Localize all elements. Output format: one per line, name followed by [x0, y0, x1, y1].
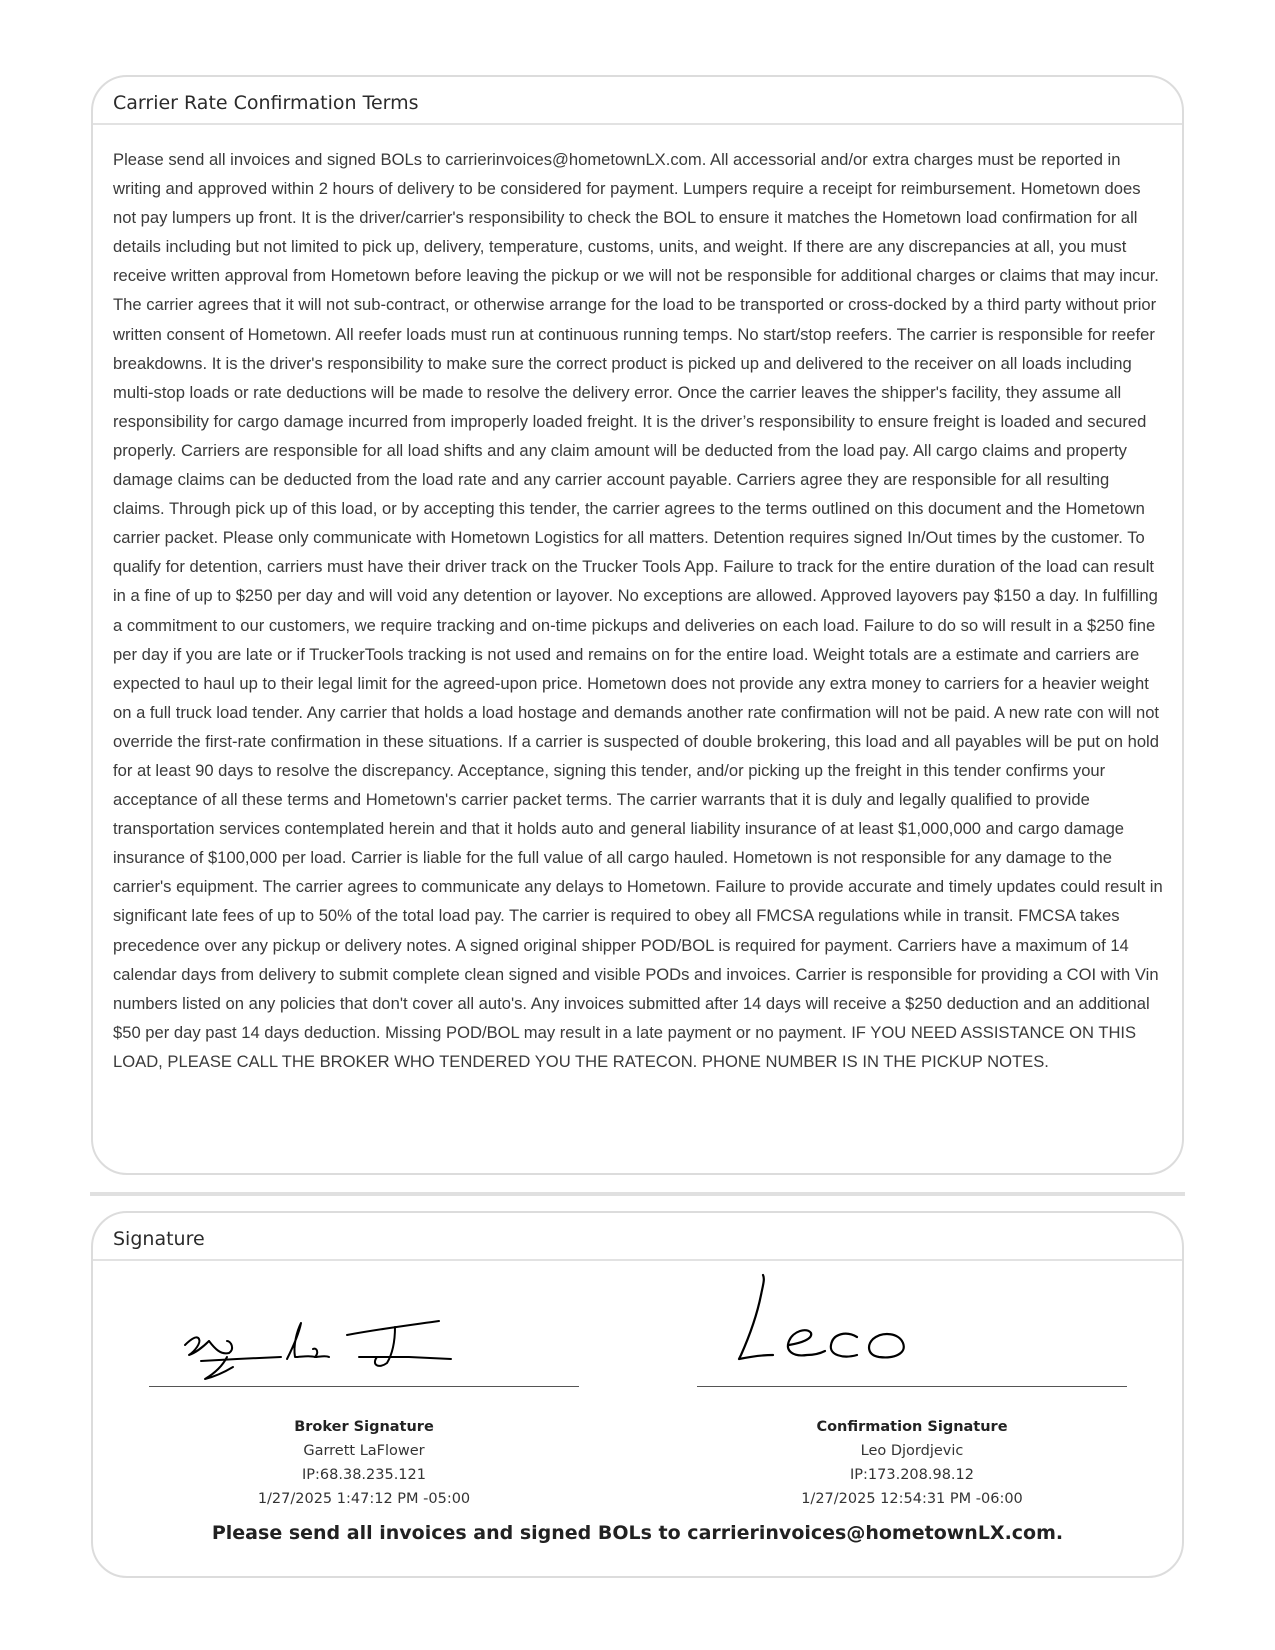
confirmation-timestamp: 1/27/2025 12:54:31 PM -06:00: [801, 1491, 1023, 1507]
confirmation-handwritten-signature: [697, 1261, 1127, 1386]
signature-card: [91, 1211, 1184, 1578]
terms-card: [91, 75, 1184, 1175]
signature-title: Signature: [93, 1213, 1182, 1261]
terms-title: Carrier Rate Confirmation Terms: [93, 77, 1182, 125]
broker-timestamp: 1/27/2025 1:47:12 PM -05:00: [257, 1491, 471, 1507]
terms-body-text: Please send all invoices and signed BOLs to carrierinvoices@hometownLX.com. All accessorial and/or extra charges must be reported in writing and approved within 2 hours of delivery to be considered for payment. Lumpers require a receipt for reimbursement. Hometown does not pay lumpers up front. It is the driver/carrier's responsibility to check the BOL to ensure it matches the Hometown load confirmation for all details including but not limited to pick up, delivery, temperature, customs, units, and weight. If there are any discrepancies at all, you must receive written approval from Hometown before leaving the pickup or we will not be responsible for additional charges or claims that may incur. The carrier agrees that it will not sub-contract, or otherwise arrange for the load to be transported or cross-docked by a third party without prior written consent of Hometown. All reefer loads must run at continuous running temps. No start/stop reefers. The carrier is responsible for reefer breakdowns. It is the driver's responsibility to make sure the correct product is picked up and delivered to the receiver on all loads including multi-stop loads or rate deductions will be made to resolve the delivery error. Once the carrier leaves the shipper's facility, they assume all responsibility for cargo damage incurred from improperly loaded freight. It is the driver’s responsibility to ensure freight is loaded and secured properly. Carriers are responsible for all load shifts and any claim amount will be deducted from the load pay. All cargo claims and property damage claims can be deducted from the load rate and any carrier account payable. Carriers agree they are responsible for all resulting claims. Through pick up of this load, or by accepting this tender, the carrier agrees to the terms outlined on this document and the Hometown carrier packet. Please only communicate with Hometown Logistics for all matters. Detention requires signed In/Out times by the customer. To qualify for detention, carriers must have their driver track on the Trucker Tools App. Failure to track for the entire duration of the load can result in a fine of up to $250 per day and will void any detention or layover. No exceptions are allowed. Approved layovers pay $150 a day. In fulfilling a commitment to our customers, we require tracking and on-time pickups and deliveries on each load. Failure to do so will result in a $250 fine per day if you are late or if TruckerTools tracking is not used and remains on for the entire load. Weight totals are a estimate and carriers are expected to haul up to their legal limit for the agreed-upon price. Hometown does not provide any extra money to carriers for a heavier weight on a full truck load tender. Any carrier that holds a load hostage and demands another rate confirmation will not be paid. A new rate con will not override the first-rate confirmation in these situations. If a carrier is suspected of double brokering, this load and all payables will be put on hold for at least 90 days to resolve the discrepancy. Acceptance, signing this tender, and/or picking up the freight in this tender confirms your acceptance of all these terms and Hometown's carrier packet terms. The carrier warrants that it is duly and legally qualified to provide transportation services contemplated herein and that it holds auto and general liability insurance of at least $1,000,000 and cargo damage insurance of $100,000 per load. Carrier is liable for the full value of all cargo hauled. Hometown is not responsible for any damage to the carrier's equipment. The carrier agrees to communicate any delays to Hometown. Failure to provide accurate and timely updates could result in significant late fees of up to 50% of the total load pay. The carrier is required to obey all FMCSA regulations while in transit. FMCSA takes precedence over any pickup or delivery notes. A signed original shipper POD/BOL is required for payment. Carriers have a maximum of 14 calendar days from delivery to submit complete clean signed and visible PODs and invoices. Carrier is responsible for providing a COI with Vin numbers listed on any policies that don't cover all auto's. Any invoices submitted after 14 days will receive a $250 deduction and an additional $50 per day past 14 days deduction. Missing POD/BOL may result in a late payment or no payment. IF YOU NEED ASSISTANCE ON THIS LOAD, PLEASE CALL THE BROKER WHO TENDERED YOU THE RATECON. PHONE NUMBER IS IN THE PICKUP NOTES.: [113, 150, 1163, 1071]
confirmation-signature-block: [697, 1261, 1127, 1511]
section-divider: [90, 1192, 1185, 1196]
broker-name: Garrett LaFlower: [303, 1443, 425, 1459]
broker-signature-block: [149, 1261, 579, 1511]
broker-signature-label: Broker Signature: [294, 1419, 434, 1435]
confirmation-name: Leo Djordjevic: [860, 1443, 964, 1459]
broker-ip: IP:68.38.235.121: [302, 1467, 426, 1483]
confirmation-ip: IP:173.208.98.12: [850, 1467, 974, 1483]
broker-signature-line: [149, 1261, 579, 1387]
broker-handwritten-signature: [149, 1261, 579, 1386]
invoice-instructions-note: Please send all invoices and signed BOLs to carrierinvoices@hometownLX.com.: [211, 1522, 1064, 1544]
confirmation-signature-label: Confirmation Signature: [816, 1419, 1008, 1435]
confirmation-signature-line: [697, 1261, 1127, 1387]
